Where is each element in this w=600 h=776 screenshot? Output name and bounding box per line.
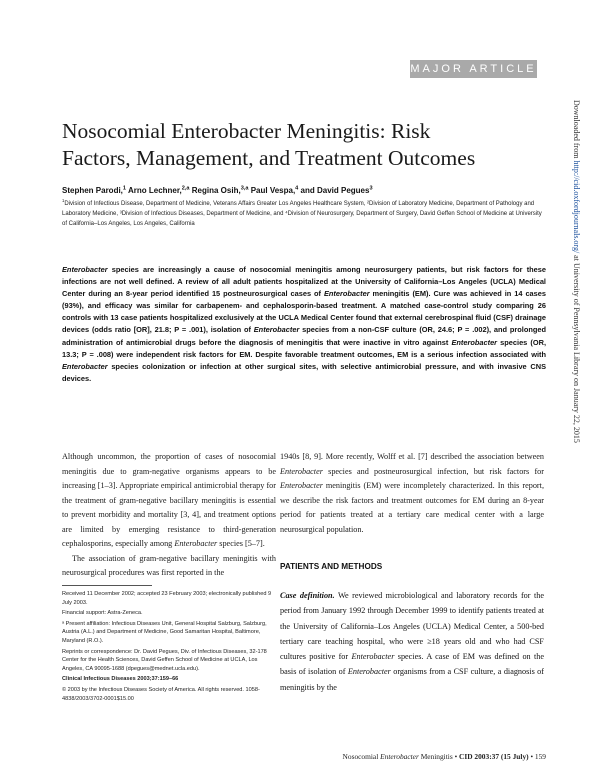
paragraph: 1940s [8, 9]. More recently, Wolff et al. [7] described the association between Enterobacter species and postneurosurgical infection, but risk factors for Enterobacter meningitis (EM) were incompletely characterized. In this report, we describe the risk factors and treatment outcomes for EM during an 8-year period for patients treated at a tertiary care medical center with a large neurosurgical population.	[280, 452, 544, 534]
author: and David Pegues	[300, 186, 370, 195]
footnote-copyright: © 2003 by the Infectious Diseases Society of America. All rights reserved. 1058-4838/2003/3702-0001$15.00	[62, 686, 260, 702]
body-column-right	[280, 450, 544, 537]
footnote-present-affiliation: ᵃ Present affiliation: Infectious Diseases Unit, General Hospital Salzburg, Salzburg, Austria (A.L.) and Department of Medicine, Good Samaritan Hospital, Baltimore, Maryland (R.O.).	[62, 620, 267, 644]
affiliations: $^1$Division of Infectious Disease, Department of Medicine, Veterans Affairs Greater Los Angeles Healthcare System, ²Division of Laboratory Medicine, Department of Pathology and Laboratory Medicine, ³Division of Infectious Diseases, Department of Medicine, and ⁴Division of Neurosurgery, Department of Surgery, David Geffen School of Medicine at University of California–Los Angeles, Los Angeles, California	[62, 198, 542, 227]
paragraph: The association of gram-negative bacillary meningitis with neurosurgical procedures was first reported in the	[62, 553, 276, 577]
page-footer: Nosocomial Enterobacter Meningitis • CID 2003:37 (15 July) • 159	[342, 752, 546, 761]
abstract: Enterobacter species are increasingly a cause of nosocomial meningitis among neurosurgery patients, but risk factors for these infections are not well defined. A review of all adult patients hospitalized at the University of California–Los Angeles (UCLA) Medical Center during an 8-year period identified 15 postneurosurgical cases of Enterobacter meningitis (EM). Cure was achieved in 14 cases (93%), and efficacy was similar for carbapenem- and cephalosporin-based treatment. A matched case-control study comparing 26 controls with 13 case patients hospitalized exclusively at the UCLA Medical Center found that external cerebrospinal fluid (CSF) drainage devices (odds ratio [OR], 21.8; P = .001), isolation of Enterobacter species from a non-CSF culture (OR, 24.6; P = .002), and prolonged administration of antimicrobial drugs before the diagnosis of meningitis that were inactive in vitro against Enterobacter species (OR, 13.3; P = .008) were independent risk factors for EM. Despite favorable treatment outcomes, EM is a serious infection associated with Enterobacter species colonization or infection at other surgical sites, with selective antimicrobial pressure, and with invasive CNS devices.	[62, 265, 546, 383]
author: Regina Osih,	[191, 186, 241, 195]
download-watermark: Downloaded from http://cid.oxfordjournals.org/ at University of Pennsylvania Library on January 22, 2015	[572, 100, 581, 443]
article-type-banner: MAJOR ARTICLE	[410, 60, 537, 78]
case-definition-paragraph: Case definition. We reviewed microbiological and laboratory records for the period from January 1992 through December 1999 to identify patients treated at the University of California–Los Angeles (UCLA) Medical Center, a 500-bed tertiary care teaching hospital, who were ≥18 years old and who had CSF cultures positive for Enterobacter species. A case of EM was defined on the basis of isolation of Enterobacter organisms from a CSF culture, a diagnosis of meningitis by the	[280, 591, 545, 692]
author: Stephen Parodi,	[62, 186, 123, 195]
footnote-divider	[62, 585, 152, 586]
article-title	[62, 118, 542, 172]
journal-link[interactable]: http://cid.oxfordjournals.org/	[572, 160, 581, 254]
section-heading: PATIENTS AND METHODS	[280, 562, 383, 571]
footnote-received: Received 11 December 2002; accepted 23 February 2003; electronically published 9 July 2003.	[62, 591, 272, 606]
title-line-2: Factors, Management, and Treatment Outcomes	[62, 146, 476, 170]
paragraph: Although uncommon, the proportion of cases of nosocomial meningitis due to gram-negative organisms appears to be increasing [1–3]. Appropriate empirical antimicrobial therapy for the treatment of gram-negative bacillary meningitis is essential to prevent morbidity and mortality [3, 4], and treatment options are limited by emerging resistance to third-generation cephalosporins, especially among Enterobacter species [5–7].	[62, 452, 276, 548]
body-column-left	[62, 450, 276, 581]
author: Paul Vespa,	[250, 186, 296, 195]
author: Arno Lechner,	[127, 186, 182, 195]
footnote-support: Financial support: Astra-Zeneca.	[62, 610, 143, 617]
footnote-reprints: Reprints or correspondence: Dr. David Pegues, Div. of Infectious Diseases, 32-178 Center for the Health Sciences, David Geffen School of Medicine at UCLA, Los Angeles, CA 90095-1688 (dpegues@mednet.ucla.edu).	[62, 648, 267, 672]
author-list: Stephen Parodi,$^1$ Arno Lechner,$^{2,a}$ Regina Osih,$^{3,a}$ Paul Vespa,$^4$ and David Pegues$^3$	[62, 185, 373, 195]
footnote-journal: Clinical Infectious Diseases 2003;37:159–66	[62, 676, 179, 683]
footnotes	[62, 590, 276, 705]
title-line-1: Nosocomial Enterobacter Meningitis: Risk	[62, 119, 431, 143]
